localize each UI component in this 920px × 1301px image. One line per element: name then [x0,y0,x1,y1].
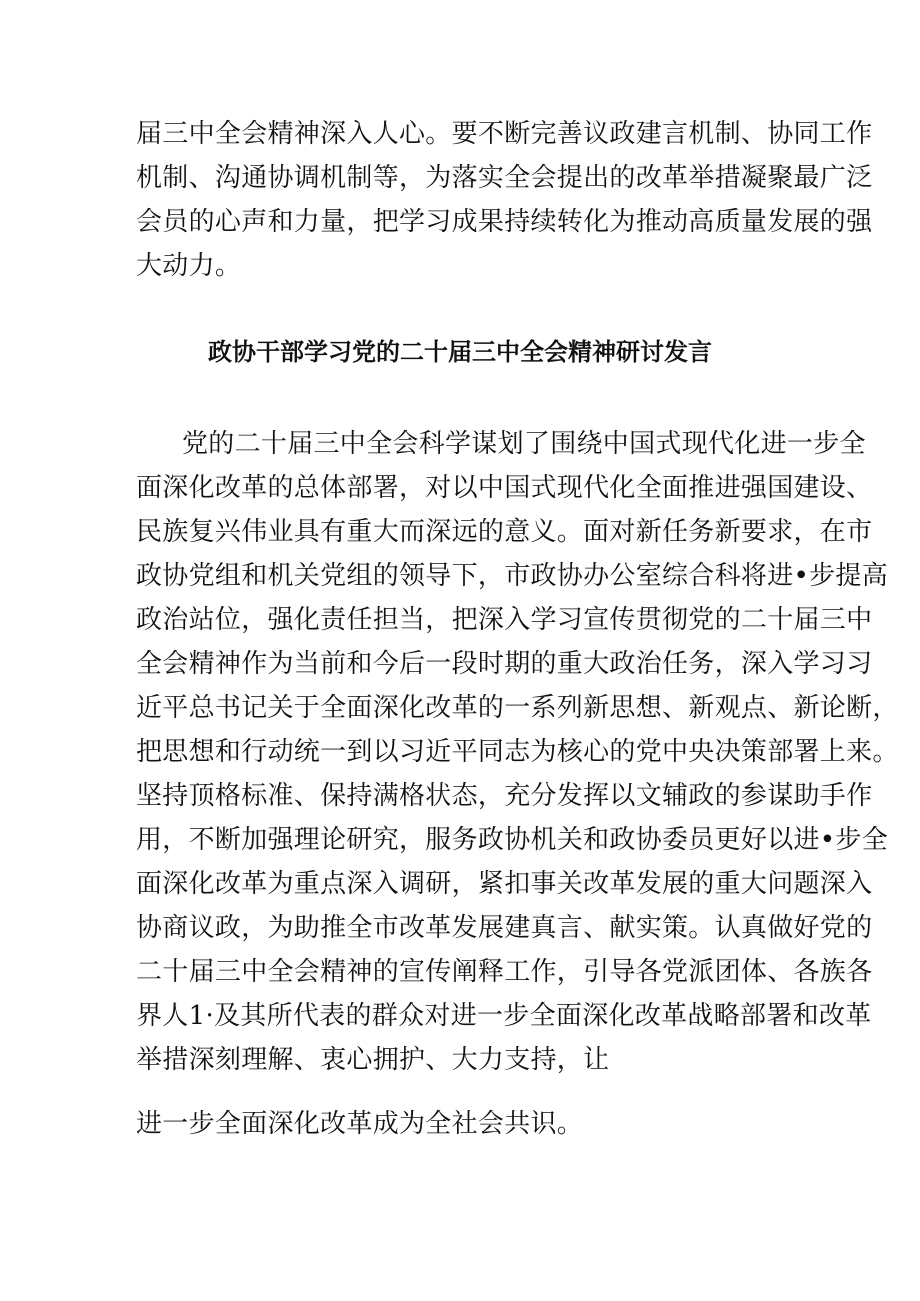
body-line-8: 把思想和行动统一到以习近平同志为核心的党中央决策部署上来。 [136,737,899,767]
document-title: 政协干部学习党的二十届三中全会精神研讨发言 [208,338,712,366]
body-line-5: 政治站位，强化责任担当，把深入学习宣传贯彻党的二十届三中 [136,605,873,635]
body-line-2: 面深化改革的总体部署，对以中国式现代化全面推进强国建设、 [136,473,873,503]
final-line: 进一步全面深化改革成为全社会共识。 [136,1109,584,1139]
body-line-1: 党的二十届三中全会科学谋划了围绕中国式现代化进一步全 [182,429,866,459]
body-line-13: 二十届三中全会精神的宣传阐释工作，引导各党派团体、各族各 [136,957,873,987]
body-line-7: 近平总书记关于全面深化改革的一系列新思想、新观点、新论断， [136,693,899,723]
body-line-11: 面深化改革为重点深入调研，紧扣事关改革发展的重大问题深入 [136,869,873,899]
continuation-line-4: 大动力。 [136,251,242,281]
body-line-9: 坚持顶格标准、保持满格状态，充分发挥以文辅政的参谋助手作 [136,781,873,811]
body-line-14: 界人1·及其所代表的群众对进一步全面深化改革战略部署和改革 [136,1001,872,1031]
body-line-15: 举措深刻理解、衷心拥护、大力支持，让 [136,1045,610,1075]
body-line-10: 用，不断加强理论研究，服务政协机关和政协委员更好以进•步全 [136,825,889,855]
continuation-line-2: 机制、沟通协调机制等，为落实全会提出的改革举措凝聚最广泛 [136,163,873,193]
continuation-line-1: 届三中全会精神深入人心。要不断完善议政建言机制、协同工作 [136,119,873,149]
continuation-line-3: 会员的心声和力量，把学习成果持续转化为推动高质量发展的强 [136,207,873,237]
body-line-6: 全会精神作为当前和今后一段时期的重大政治任务，深入学习习 [136,649,873,679]
body-line-4: 政协党组和机关党组的领导下，市政协办公室综合科将进•步提高 [136,561,889,591]
body-line-3: 民族复兴伟业具有重大而深远的意义。面对新任务新要求，在市 [136,517,873,547]
body-line-12: 协商议政，为助推全市改革发展建真言、献实策。认真做好党的 [136,913,873,943]
